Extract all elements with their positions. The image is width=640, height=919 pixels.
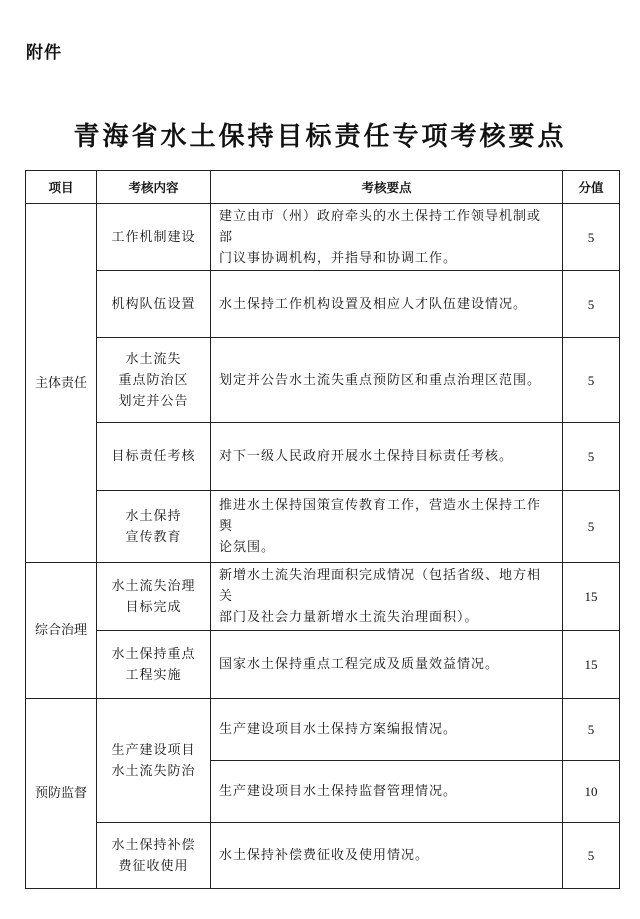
points-cell: [211, 423, 563, 491]
score-cell: 5: [563, 823, 620, 889]
points-cell: [211, 204, 563, 271]
cell-line: 推进水土保持国策宣传教育工作，营造水土保持工作舆: [219, 498, 542, 534]
category-cell: 预防监督: [26, 699, 97, 889]
points-cell: [211, 491, 563, 563]
header-project: 项目: [26, 171, 97, 204]
category-cell: 主体责任: [26, 204, 97, 563]
cell-line: 工作机制建设: [111, 229, 196, 245]
attachment-label: 附件: [26, 43, 62, 63]
score-cell: 5: [563, 204, 620, 271]
cell-line: 水土流失防治: [111, 763, 196, 779]
content-cell: [97, 823, 211, 889]
table-body: [26, 204, 620, 889]
cell-line: 对下一级人民政府开展水土保持目标责任考核。: [219, 449, 514, 464]
table-row: [26, 423, 620, 491]
points-cell: [211, 823, 563, 889]
content-cell: [97, 699, 211, 823]
header-points: 考核要点: [211, 171, 563, 204]
cell-line: 水土流失: [125, 351, 182, 367]
table-row: [26, 338, 620, 423]
cell-line: 国家水土保持重点工程完成及质量效益情况。: [219, 657, 500, 672]
cell-line: 部门及社会力量新增水土流失治理面积）。: [219, 610, 479, 625]
score-cell: 15: [563, 631, 620, 699]
cell-line: 宣传教育: [125, 529, 182, 545]
cell-line: 生产建设项目水土保持监督管理情况。: [219, 784, 458, 799]
table-row: [26, 631, 620, 699]
cell-line: 水土保持补偿费征收及使用情况。: [219, 848, 430, 863]
cell-line: 水土保持重点: [111, 646, 196, 662]
page-title: 青海省水土保持目标责任专项考核要点: [73, 122, 567, 152]
cell-line: 水土流失治理: [111, 578, 196, 594]
cell-line: 费征收使用: [118, 858, 189, 874]
score-cell: 5: [563, 423, 620, 491]
table-row: [26, 204, 620, 271]
score-cell: 5: [563, 699, 620, 761]
cell-line: 论氛围。: [219, 540, 276, 555]
cell-line: 目标责任考核: [111, 449, 196, 464]
cell-line: 建立由市（州）政府牵头的水土保持工作领导机制或部: [219, 208, 542, 245]
content-cell: [97, 491, 211, 563]
score-cell: 5: [563, 491, 620, 563]
table-header-row: [26, 171, 620, 204]
content-cell: [97, 631, 211, 699]
assessment-table: [25, 170, 620, 889]
cell-line: 目标完成: [125, 599, 182, 615]
cell-line: 生产建设项目水土保持方案编报情况。: [219, 722, 458, 737]
table-row: [26, 271, 620, 338]
score-cell: 15: [563, 563, 620, 631]
cell-line: 门议事协调机构，并指导和协调工作。: [219, 250, 458, 266]
header-score: 分值: [563, 171, 620, 204]
score-cell: 10: [563, 761, 620, 823]
cell-line: 水土保持补偿: [111, 837, 196, 853]
score-cell: 5: [563, 271, 620, 338]
cell-line: 机构队伍设置: [111, 296, 196, 312]
content-cell: [97, 271, 211, 338]
points-cell: [211, 699, 563, 761]
score-cell: 5: [563, 338, 620, 423]
cell-line: 工程实施: [125, 667, 182, 683]
points-cell: [211, 761, 563, 823]
content-cell: [97, 563, 211, 631]
points-cell: [211, 338, 563, 423]
cell-line: 水土保持工作机构设置及相应人才队伍建设情况。: [219, 296, 528, 312]
content-cell: [97, 423, 211, 491]
cell-line: 新增水土流失治理面积完成情况（包括省级、地方相关: [219, 568, 542, 604]
table-row: [26, 699, 620, 761]
cell-line: 划定并公告水土流失重点预防区和重点治理区范围。: [219, 372, 542, 388]
points-cell: [211, 271, 563, 338]
category-cell: 综合治理: [26, 563, 97, 699]
table-row: [26, 491, 620, 563]
cell-line: 划定并公告: [118, 393, 189, 409]
table-row: [26, 563, 620, 631]
content-cell: [97, 204, 211, 271]
cell-line: 水土保持: [125, 508, 182, 524]
cell-line: 生产建设项目: [111, 742, 196, 758]
points-cell: [211, 631, 563, 699]
content-cell: [97, 338, 211, 423]
points-cell: [211, 563, 563, 631]
cell-line: 重点防治区: [118, 372, 189, 388]
table-row: [26, 823, 620, 889]
header-content: 考核内容: [97, 171, 211, 204]
